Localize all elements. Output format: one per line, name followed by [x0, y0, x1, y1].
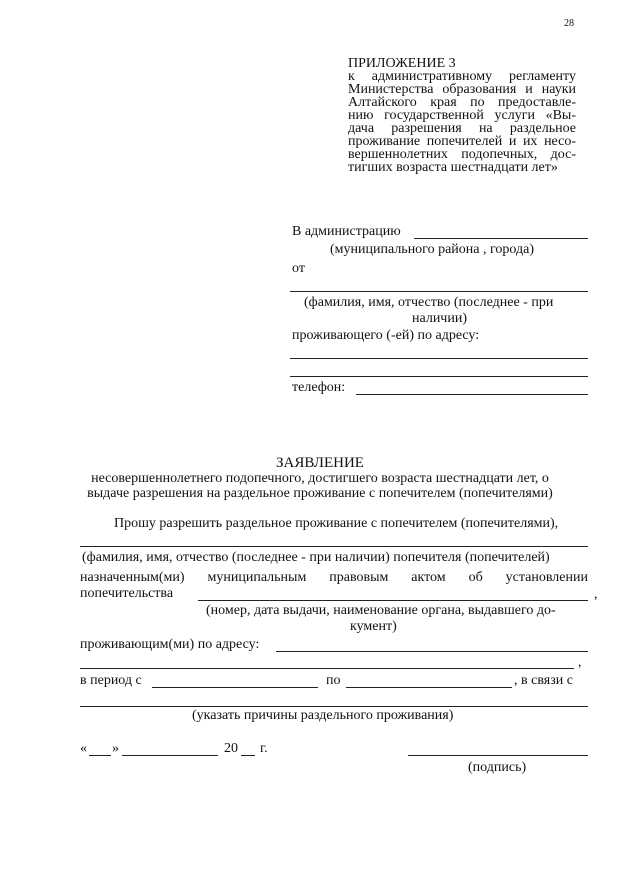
- guardian-name-blank[interactable]: [80, 546, 588, 547]
- residing-address-blank-2[interactable]: [80, 668, 574, 669]
- from-hint-continued: наличии): [412, 311, 467, 326]
- reason-label: , в связи с: [514, 673, 573, 688]
- applicant-name-blank[interactable]: [290, 291, 588, 292]
- signature-hint: (подпись): [468, 760, 527, 775]
- request-text: Прошу разрешить раздельное проживание с попечителем (попечителями),: [114, 516, 559, 531]
- appendix-line: тигших возраста шестнадцати лет»: [348, 160, 558, 175]
- residing-label: проживающим(ми) по адресу:: [80, 637, 260, 652]
- signature-blank[interactable]: [408, 755, 588, 756]
- phone-blank[interactable]: [356, 394, 588, 395]
- to-label: В администрацию: [292, 224, 401, 239]
- address-label: проживающего (-ей) по адресу:: [292, 328, 480, 343]
- appointed-text: назначенным(ми) муниципальным правовым актом об установлении: [80, 570, 588, 585]
- appendix-title: ПРИЛОЖЕНИЕ 3: [348, 56, 456, 71]
- act-hint-continued: кумент): [350, 619, 397, 634]
- page-number: 28: [564, 18, 574, 29]
- appendix-line: Алтайского края по предоставле-: [348, 95, 576, 110]
- appendix-line: дача разрешения на раздельное: [348, 121, 576, 136]
- period-to-blank[interactable]: [346, 687, 512, 688]
- act-hint: (номер, дата выдачи, наименование органа, выдавшего до-: [206, 603, 556, 618]
- year-prefix: 20: [224, 741, 238, 756]
- reason-blank[interactable]: [80, 706, 588, 707]
- date-day-blank[interactable]: [89, 755, 111, 756]
- appendix-line: вершеннолетних подопечных, дос-: [348, 147, 576, 162]
- appendix-line: нию государственной услуги «Вы-: [348, 108, 576, 123]
- appendix-line: Министерства образования и науки: [348, 82, 576, 97]
- from-label: от: [292, 261, 305, 276]
- to-hint: (муниципального района , города): [330, 242, 534, 257]
- statement-subtitle: несовершеннолетнего подопечного, достигшего возраста шестнадцати лет, о: [91, 471, 549, 486]
- statement-title: ЗАЯВЛЕНИЕ: [276, 455, 364, 471]
- appendix-line: проживание попечителей и их несо-: [348, 134, 576, 149]
- appendix-line: к административному регламенту: [348, 69, 576, 84]
- period-to-label: по: [326, 673, 341, 688]
- statement-subtitle-continued: выдаче разрешения на раздельное проживание с попечителем (попечителями): [87, 486, 553, 501]
- guardianship-label: попечительства: [80, 586, 174, 601]
- date-year-blank[interactable]: [241, 755, 255, 756]
- residing-address-blank-1[interactable]: [276, 651, 588, 652]
- date-close-quote: »: [112, 741, 119, 756]
- comma: ,: [578, 655, 582, 670]
- administration-blank[interactable]: [414, 238, 588, 239]
- phone-label: телефон:: [292, 380, 346, 395]
- date-month-blank[interactable]: [122, 755, 218, 756]
- reason-hint: (указать причины раздельного проживания): [192, 708, 454, 723]
- from-hint: (фамилия, имя, отчество (последнее - при: [304, 295, 554, 310]
- guardian-hint: (фамилия, имя, отчество (последнее - при наличии) попечителя (попечителей): [82, 550, 550, 565]
- address-blank-1[interactable]: [290, 358, 588, 359]
- period-from-blank[interactable]: [152, 687, 318, 688]
- year-suffix: г.: [260, 741, 268, 756]
- act-blank[interactable]: [198, 600, 588, 601]
- comma: ,: [594, 587, 598, 602]
- date-open-quote: «: [80, 741, 87, 756]
- period-from-label: в период с: [80, 673, 142, 688]
- address-blank-2[interactable]: [290, 376, 588, 377]
